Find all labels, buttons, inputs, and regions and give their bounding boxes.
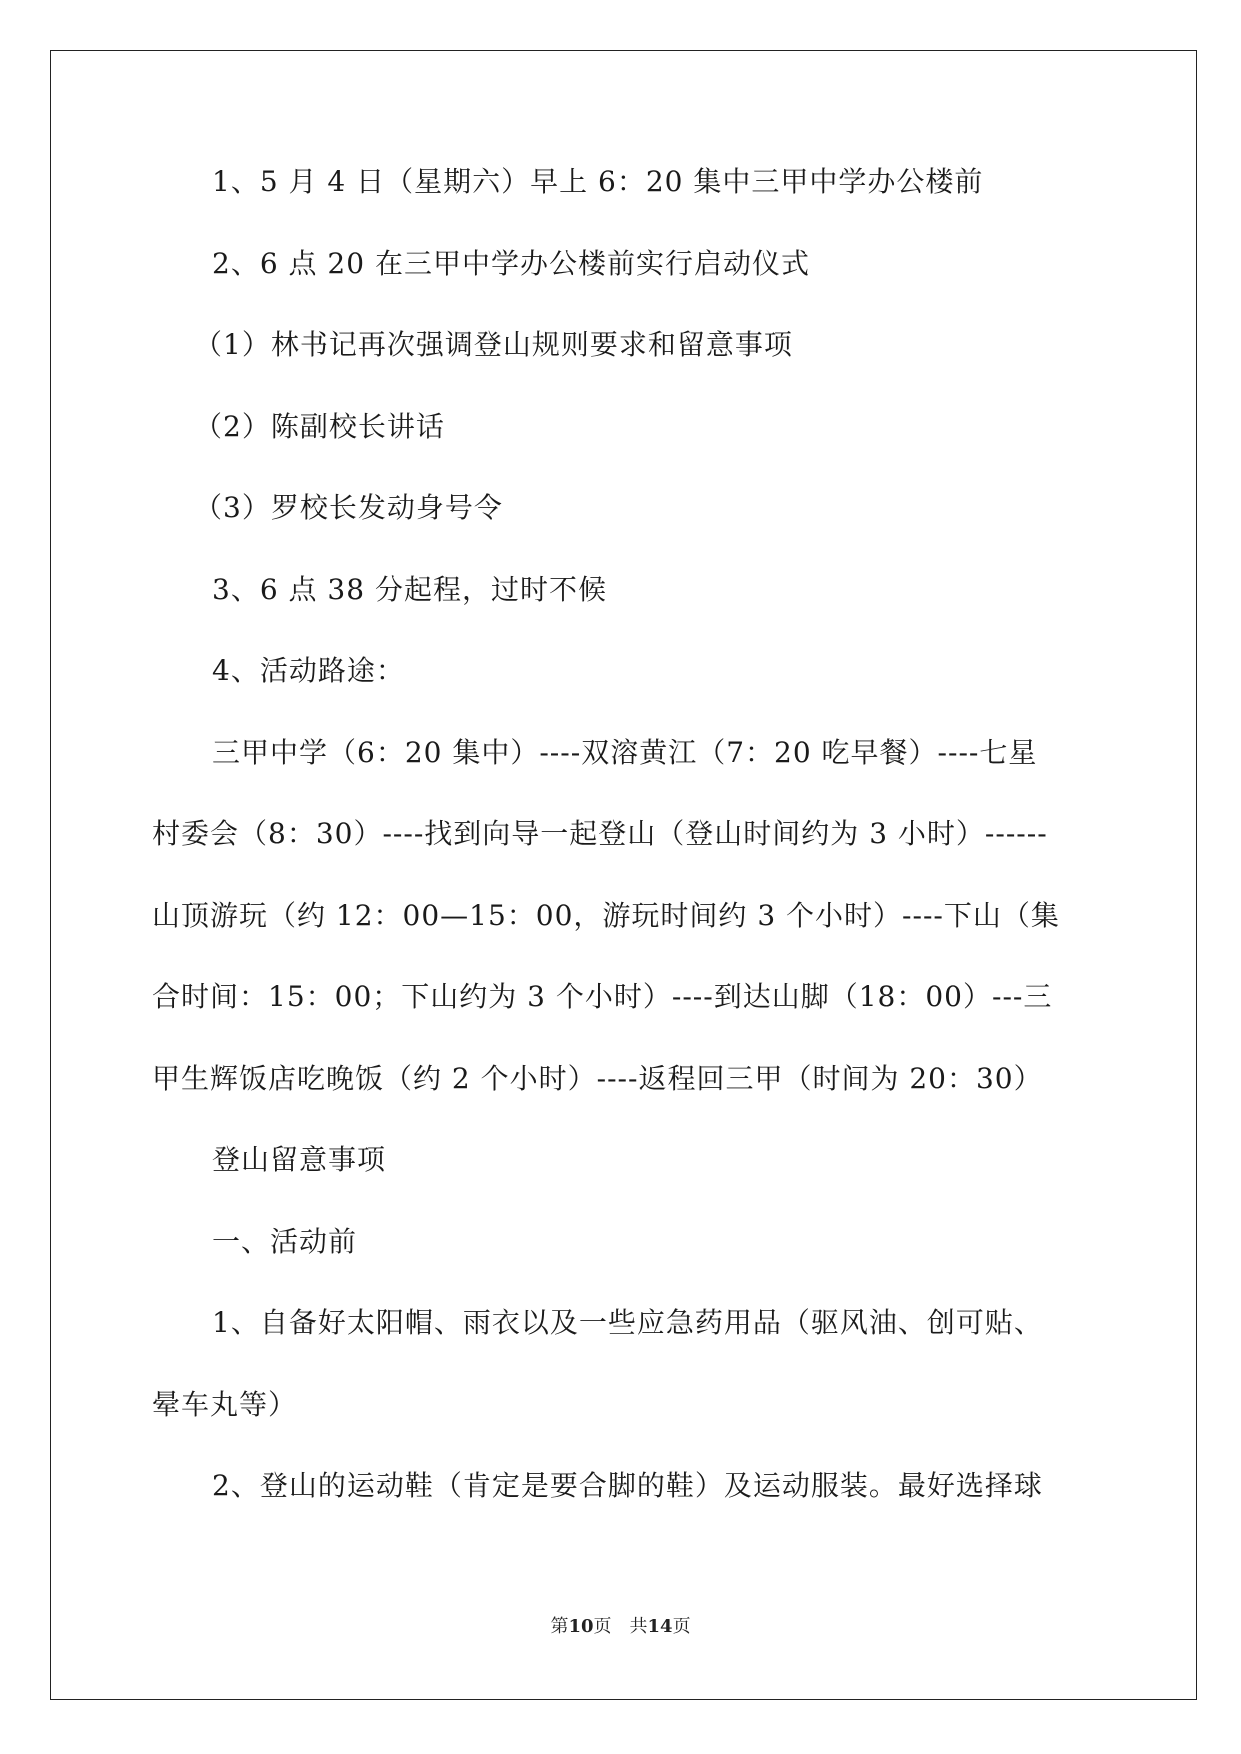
text-line: 晕车丸等） <box>152 1387 298 1421</box>
text-line: 3、6 点 38 分起程，过时不候 <box>212 572 607 606</box>
total-pages-number: 14 <box>647 1616 673 1637</box>
text-line: 山顶游玩（约 12：00—15：00，游玩时间约 3 个小时）----下山（集 <box>152 898 1060 932</box>
page-footer <box>0 1612 1241 1638</box>
text-line: 合时间：15：00；下山约为 3 个小时）----到达山脚（18：00）---三 <box>152 980 1053 1013</box>
footer-mid: 页 共 <box>593 1616 648 1637</box>
text-line: （1）林书记再次强调登山规则要求和留意事项 <box>194 328 793 361</box>
text-line: 村委会（8：30）----找到向导一起登山（登山时间约为 3 小时）------ <box>152 817 1048 850</box>
text-line: 1、5 月 4 日（星期六）早上 6：20 集中三甲中学办公楼前 <box>212 165 984 198</box>
current-page-number: 10 <box>568 1616 594 1637</box>
footer-prefix: 第 <box>550 1616 569 1637</box>
text-line: （3）罗校长发动身号令 <box>194 491 503 524</box>
text-line: 4、活动路途： <box>212 654 405 687</box>
text-line: 2、6 点 20 在三甲中学办公楼前实行启动仪式 <box>212 246 810 280</box>
text-line: 2、登山的运动鞋（肯定是要合脚的鞋）及运动服装。最好选择球 <box>212 1469 1043 1502</box>
text-line: 1、自备好太阳帽、雨衣以及一些应急药用品（驱风油、创可贴、 <box>212 1306 1043 1339</box>
document-body <box>152 166 1092 1552</box>
text-line: （2）陈副校长讲话 <box>194 409 445 443</box>
text-line: 三甲中学（6：20 集中）----双溶黄江（7：20 吃早餐）----七星 <box>212 735 1038 769</box>
footer-suffix: 页 <box>672 1616 691 1637</box>
text-line: 甲生辉饭店吃晚饭（约 2 个小时）----返程回三甲（时间为 20：30） <box>152 1061 1043 1095</box>
subsection-heading: 一、活动前 <box>212 1224 358 1258</box>
section-heading: 登山留意事项 <box>212 1143 387 1176</box>
